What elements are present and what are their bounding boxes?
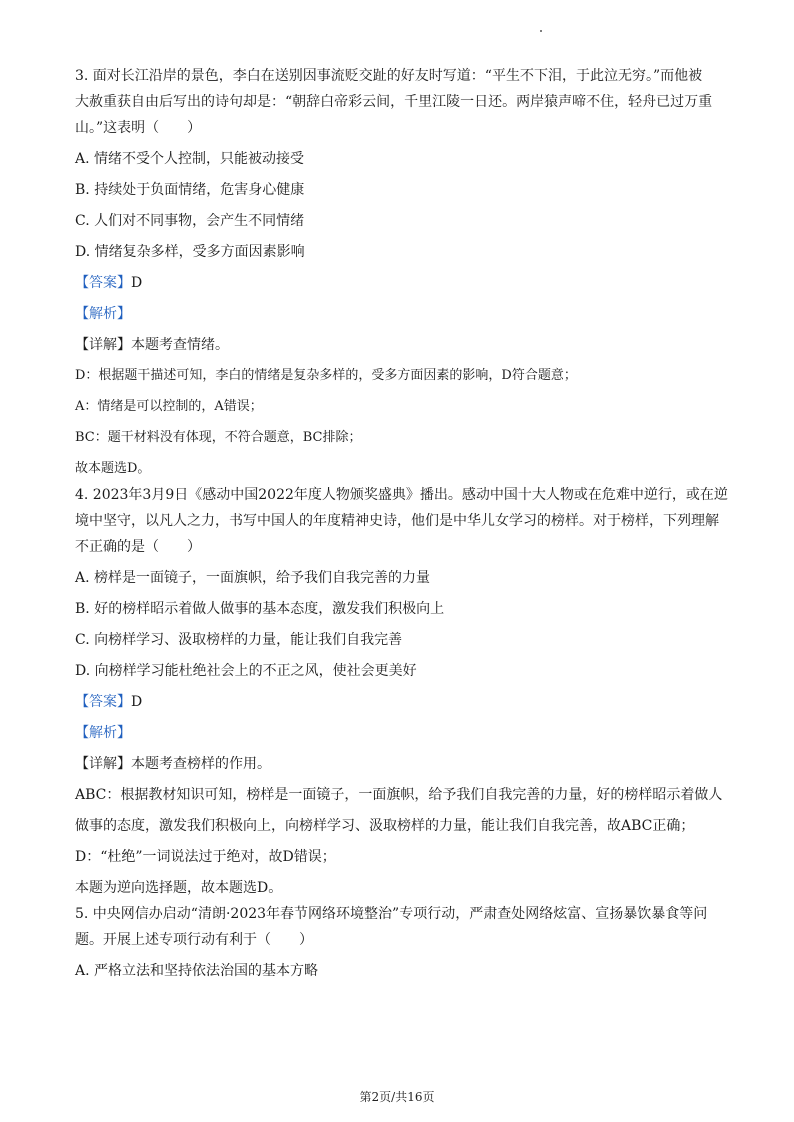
analysis-line xyxy=(75,301,725,327)
answer-tag: 【答案】 xyxy=(75,275,131,291)
detail-lead: 本题考查榜样的作用。 xyxy=(131,756,271,772)
question-5 xyxy=(75,901,725,984)
explanation-line: ABC：根据教材知识可知，榜样是一面镜子，一面旗帜，给予我们自我完善的力量，好的榜样昭示着做人 xyxy=(75,787,723,803)
question-stem-line: 5. 中央网信办启动“清朗·2023年春节网络环境整治”专项行动，严肃查处网络炫富、宣扬暴饮暴食等问 xyxy=(75,906,708,922)
detail-line xyxy=(75,751,725,777)
option-a: A. 榜样是一面镜子，一面旗帜，给予我们自我完善的力量 xyxy=(75,570,431,586)
option-b: B. 持续处于负面情绪，危害身心健康 xyxy=(75,182,305,198)
detail-tag: 【详解】 xyxy=(75,337,131,353)
explanation-line: D：“杜绝”一词说法过于绝对，故D错误； xyxy=(75,849,336,865)
explanation-line: BC：题干材料没有体现，不符合题意，BC排除； xyxy=(75,430,362,445)
answer-line xyxy=(75,689,725,715)
option-b: B. 好的榜样昭示着做人做事的基本态度，激发我们积极向上 xyxy=(75,601,445,617)
option-d: D. 向榜样学习能杜绝社会上的不正之风，使社会更美好 xyxy=(75,663,417,679)
question-stem-line: 题。开展上述专项行动有利于（ ） xyxy=(75,932,313,948)
analysis-tag: 【解析】 xyxy=(75,306,131,322)
option-c: C. 人们对不同事物，会产生不同情绪 xyxy=(75,213,305,229)
explanation-line: 本题为逆向选择题，故本题选D。 xyxy=(75,880,283,896)
explanation-line: A：情绪是可以控制的，A错误； xyxy=(75,399,263,414)
question-3 xyxy=(75,63,725,482)
analysis-tag: 【解析】 xyxy=(75,725,131,741)
question-stem-line: 4. 2023年3月9日《感动中国2022年度人物颁奖盛典》播出。感动中国十大人物或在危难中逆行，或在逆 xyxy=(75,487,728,503)
option-d: D. 情绪复杂多样，受多方面因素影响 xyxy=(75,244,305,260)
document-body xyxy=(75,63,728,984)
scan-dot xyxy=(540,30,542,32)
question-stem-line: 境中坚守，以凡人之力，书写中国人的年度精神史诗，他们是中华儿女学习的榜样。对于榜样，下列理解 xyxy=(75,513,719,529)
question-stem-line: 山。”这表明（ ） xyxy=(75,120,202,136)
question-stem-line: 不正确的是（ ） xyxy=(75,539,201,555)
option-a: A. 情绪不受个人控制，只能被动接受 xyxy=(75,151,305,167)
analysis-line xyxy=(75,720,725,746)
answer-value: D xyxy=(131,275,143,291)
answer-value: D xyxy=(131,694,143,710)
question-stem-line: 3. 面对长江沿岸的景色，李白在送别因事流贬交趾的好友时写道：“平生不下泪，于此泣无穷。”而他被 xyxy=(75,68,703,84)
detail-tag: 【详解】 xyxy=(75,756,131,772)
explanation-line: 做事的态度，激发我们积极向上，向榜样学习、汲取榜样的力量，能让我们自我完善，故ABC正确； xyxy=(75,818,695,834)
answer-tag: 【答案】 xyxy=(75,694,131,710)
explanation-line: 故本题选D。 xyxy=(75,461,151,476)
answer-line xyxy=(75,270,725,296)
page-footer: 第2页/共16页 xyxy=(359,1090,435,1104)
option-a: A. 严格立法和坚持依法治国的基本方略 xyxy=(75,963,319,979)
option-c: C. 向榜样学习、汲取榜样的力量，能让我们自我完善 xyxy=(75,632,403,648)
question-4 xyxy=(75,482,728,901)
explanation-line: D：根据题干描述可知，李白的情绪是复杂多样的，受多方面因素的影响，D符合题意； xyxy=(75,368,577,383)
detail-line xyxy=(75,332,725,358)
detail-lead: 本题考查情绪。 xyxy=(131,337,229,353)
question-stem-line: 大赦重获自由后写出的诗句却是：“朝辞白帝彩云间，千里江陵一日还。两岸猿声啼不住，轻舟已过万重 xyxy=(75,94,713,110)
